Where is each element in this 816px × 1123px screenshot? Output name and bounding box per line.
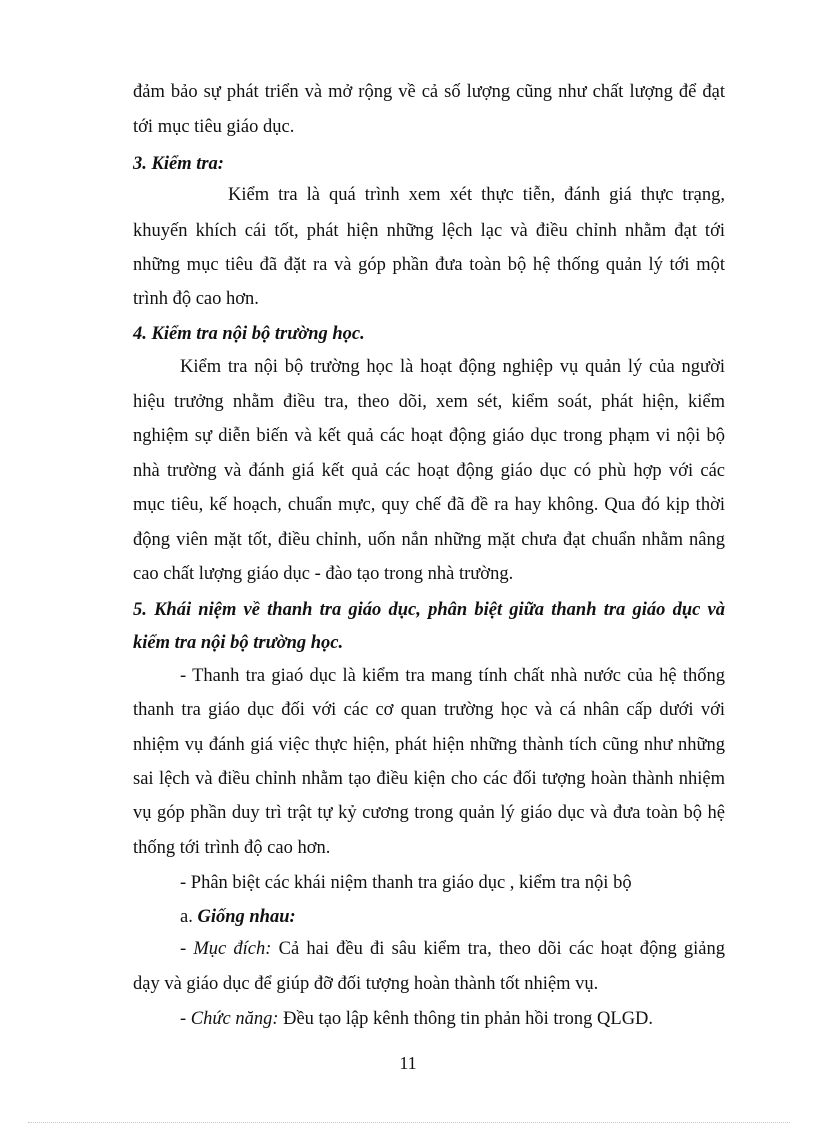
- paragraph-line: mục tiêu, kế hoạch, chuẩn mực, quy chế đã đề ra hay không. Qua đó kịp thời: [133, 495, 725, 515]
- paragraph-line: Kiểm tra là quá trình xem xét thực tiễn, đánh giá thực trạng,: [228, 185, 725, 205]
- section-heading-5-continued: kiểm tra nội bộ trường học.: [133, 633, 344, 653]
- purpose-label: Mục đích:: [193, 939, 272, 959]
- page-number: 11: [399, 1053, 417, 1073]
- paragraph-line: [180, 937, 725, 961]
- section-heading-4: 4. Kiểm tra nội bộ trường học.: [133, 324, 365, 344]
- paragraph-line: thanh tra giáo dục đối với các cơ quan trường học và cá nhân cấp dưới với: [133, 700, 725, 720]
- paragraph-line: dạy và giáo dục để giúp đỡ đối tượng hoàn thành tốt nhiệm vụ.: [133, 974, 599, 994]
- paragraph-line: thống tới trình độ cao hơn.: [133, 838, 331, 858]
- paragraph-line: tới mục tiêu giáo dục.: [133, 117, 295, 137]
- paragraph-line: khuyến khích cái tốt, phát hiện những lệch lạc và điều chỉnh nhằm đạt tới: [133, 221, 725, 241]
- paragraph-line: đảm bảo sự phát triển và mở rộng về cả số lượng cũng như chất lượng để đạt: [133, 82, 725, 102]
- paragraph-line: - Thanh tra giaó dục là kiểm tra mang tính chất nhà nước của hệ thống: [180, 666, 725, 686]
- paragraph-line: trình độ cao hơn.: [133, 289, 259, 309]
- subheading-line: [180, 905, 725, 929]
- paragraph-line: Kiểm tra nội bộ trường học là hoạt động nghiệp vụ quản lý của người: [180, 357, 725, 377]
- subheading-label: Giống nhau:: [197, 907, 296, 927]
- paragraph-line: - Phân biệt các khái niệm thanh tra giáo dục , kiểm tra nội bộ: [180, 873, 632, 893]
- subheading-marker: a.: [180, 907, 198, 927]
- section-heading-5: 5. Khái niệm về thanh tra giáo dục, phân biệt giữa thanh tra giáo dục và: [133, 600, 725, 620]
- paragraph-line: [180, 1007, 725, 1031]
- function-text: Đều tạo lập kênh thông tin phản hồi trong QLGD.: [278, 1009, 654, 1029]
- paragraph-line: động viên mặt tốt, điều chỉnh, uốn nắn những mặt chưa đạt chuẩn nhằm nâng: [133, 530, 725, 550]
- function-label: Chức năng:: [190, 1009, 279, 1029]
- dash-marker: -: [180, 1009, 191, 1029]
- dash-marker: -: [180, 939, 194, 959]
- paragraph-line: những mục tiêu đã đặt ra và góp phần đưa toàn bộ hệ thống quản lý tới một: [133, 255, 725, 275]
- paragraph-line: nghiệm sự diễn biến và kết quả các hoạt động giáo dục trong phạm vi nội bộ: [133, 426, 725, 446]
- purpose-text: Cả hai đều đi sâu kiểm tra, theo dõi các hoạt động giảng: [271, 939, 725, 959]
- paragraph-line: vụ góp phần duy trì trật tự kỷ cương trong quản lý giáo dục và đưa toàn bộ hệ: [133, 803, 725, 823]
- paragraph-line: nhà trường và đánh giá kết quả các hoạt động giáo dục có phù hợp với các: [133, 461, 725, 481]
- paragraph-line: sai lệch và điều chỉnh nhằm tạo điều kiện cho các đối tượng hoàn thành nhiệm: [133, 769, 725, 789]
- paragraph-line: cao chất lượng giáo dục - đào tạo trong nhà trường.: [133, 564, 514, 584]
- section-heading-3: 3. Kiểm tra:: [133, 154, 224, 174]
- paragraph-line: nhiệm vụ đánh giá việc thực hiện, phát hiện những thành tích cũng như những: [133, 735, 725, 755]
- paragraph-line: hiệu trưởng nhằm điều tra, theo dõi, xem sét, kiểm soát, phát hiện, kiểm: [133, 392, 725, 412]
